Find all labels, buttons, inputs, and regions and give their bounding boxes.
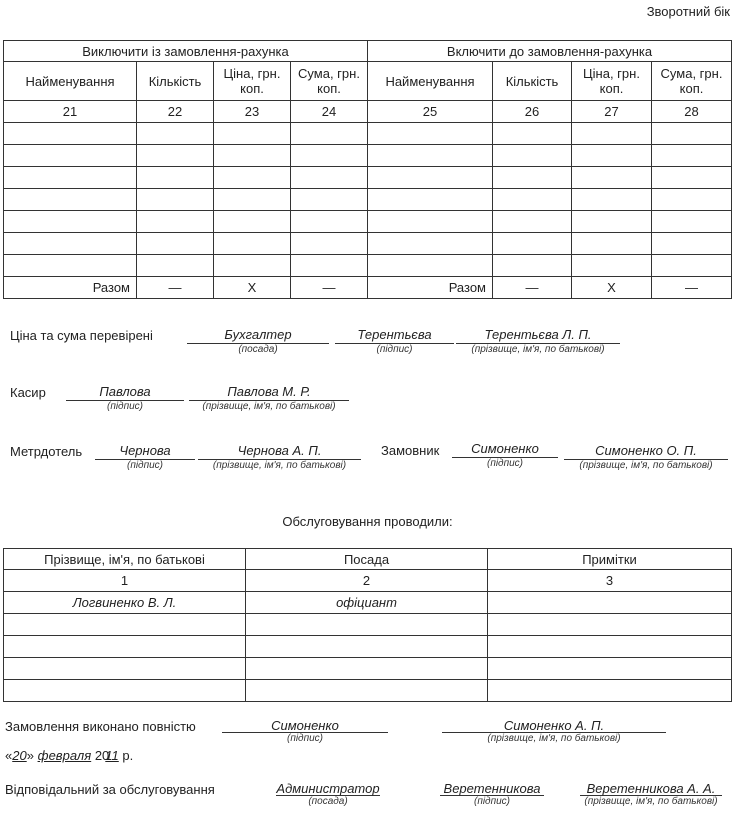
cashier-name-value: Павлова М. Р. — [227, 384, 311, 399]
exclude-header: Виключити із замовлення-рахунка — [4, 41, 368, 62]
column-number: 24 — [291, 101, 368, 123]
customer-signature-caption: (підпис) — [452, 457, 558, 470]
empty-cell — [137, 255, 214, 277]
cashier-signature-caption: (підпис) — [66, 400, 184, 413]
empty-cell — [368, 167, 493, 189]
empty-cell — [214, 189, 291, 211]
empty-cell — [652, 211, 732, 233]
verified-signature-field — [335, 327, 454, 356]
completed-signature-caption: (підпис) — [222, 732, 388, 745]
empty-cell — [291, 189, 368, 211]
responsible-label: Відповідальний за обслуговування — [5, 782, 215, 797]
empty-cell — [572, 145, 652, 167]
column-number: 1 — [4, 570, 246, 592]
completed-name-value: Симоненко А. П. — [503, 718, 605, 733]
cashier-name-field — [189, 384, 349, 413]
empty-cell — [488, 680, 732, 702]
verified-position-field — [187, 327, 329, 356]
column-header: Ціна, грн. коп. — [214, 62, 291, 101]
empty-cell — [137, 123, 214, 145]
column-number: 27 — [572, 101, 652, 123]
cashier-label: Касир — [10, 385, 46, 400]
customer-signature-value: Симоненко — [471, 441, 539, 456]
empty-cell — [137, 167, 214, 189]
empty-cell — [137, 145, 214, 167]
empty-cell — [214, 123, 291, 145]
date-year-prefix: 20 — [94, 748, 110, 763]
empty-cell — [214, 233, 291, 255]
empty-cell — [4, 255, 137, 277]
empty-cell — [291, 211, 368, 233]
verified-signature-caption: (підпис) — [335, 343, 454, 356]
column-number: 26 — [493, 101, 572, 123]
empty-cell — [137, 211, 214, 233]
empty-cell — [291, 167, 368, 189]
empty-cell — [652, 167, 732, 189]
empty-cell — [652, 145, 732, 167]
empty-cell — [4, 658, 246, 680]
completed-signature-value: Симоненко — [271, 718, 339, 733]
responsible-signature-field — [440, 782, 544, 808]
maitre-signature-caption: (підпис) — [95, 459, 195, 472]
column-number: 22 — [137, 101, 214, 123]
empty-cell — [4, 233, 137, 255]
empty-cell — [488, 636, 732, 658]
empty-cell — [368, 211, 493, 233]
empty-cell — [652, 123, 732, 145]
service-title: Обслуговування проводили: — [282, 514, 453, 529]
empty-cell — [652, 255, 732, 277]
verified-position-caption: (посада) — [187, 343, 329, 356]
empty-cell — [246, 680, 488, 702]
column-header: Сума, грн. коп. — [291, 62, 368, 101]
column-header: Прізвище, ім'я, по батькові — [4, 549, 246, 570]
empty-cell — [214, 255, 291, 277]
column-number: 28 — [652, 101, 732, 123]
empty-cell — [4, 123, 137, 145]
include-header: Включити до замовлення-рахунка — [368, 41, 732, 62]
empty-cell — [4, 680, 246, 702]
empty-cell — [368, 145, 493, 167]
empty-cell — [572, 123, 652, 145]
empty-cell — [368, 123, 493, 145]
column-header: Ціна, грн. коп. — [572, 62, 652, 101]
empty-cell — [4, 211, 137, 233]
empty-cell — [572, 211, 652, 233]
empty-cell — [291, 255, 368, 277]
customer-name-caption: (прізвище, ім'я, по батькові) — [564, 459, 728, 472]
verified-position-value: Бухгалтер — [224, 327, 292, 342]
verified-signature-value: Терентьєва — [357, 327, 432, 342]
verified-name-field — [456, 327, 620, 356]
empty-cell — [246, 658, 488, 680]
responsible-position-caption: (посада) — [276, 795, 380, 808]
completed-name-field — [442, 719, 666, 745]
empty-cell — [214, 145, 291, 167]
empty-cell — [291, 233, 368, 255]
customer-name-value: Симоненко О. П. — [595, 443, 697, 458]
empty-cell — [572, 189, 652, 211]
empty-cell — [493, 145, 572, 167]
total-cell: — — [652, 277, 732, 299]
cashier-signature-field — [66, 384, 184, 413]
column-number: 23 — [214, 101, 291, 123]
verified-name-value: Терентьєва Л. П. — [484, 327, 592, 342]
responsible-name-value: Веретенникова А. А. — [586, 781, 716, 796]
responsible-name-field — [580, 782, 722, 808]
empty-cell — [493, 123, 572, 145]
total-cell: — — [291, 277, 368, 299]
service-staff-table — [3, 548, 732, 702]
date-day: 20 — [12, 748, 27, 763]
maitre-label: Метрдотель — [10, 444, 83, 459]
empty-cell — [4, 636, 246, 658]
empty-cell — [214, 167, 291, 189]
empty-cell — [493, 233, 572, 255]
empty-cell — [572, 255, 652, 277]
column-number: 25 — [368, 101, 493, 123]
customer-name-field — [564, 443, 728, 472]
column-header: Посада — [246, 549, 488, 570]
order-changes-table — [3, 40, 732, 299]
column-header: Кількість — [137, 62, 214, 101]
cashier-name-caption: (прізвище, ім'я, по батькові) — [189, 400, 349, 413]
empty-cell — [488, 658, 732, 680]
responsible-signature-caption: (підпис) — [440, 795, 544, 808]
column-header: Найменування — [368, 62, 493, 101]
empty-cell — [493, 189, 572, 211]
empty-cell — [493, 211, 572, 233]
empty-cell — [652, 189, 732, 211]
maitre-name-caption: (прізвище, ім'я, по батькові) — [198, 459, 361, 472]
responsible-position-field — [276, 782, 380, 808]
column-header: Кількість — [493, 62, 572, 101]
column-header: Примітки — [488, 549, 732, 570]
empty-cell — [368, 189, 493, 211]
empty-cell — [137, 189, 214, 211]
column-header: Найменування — [4, 62, 137, 101]
total-cell: Х — [572, 277, 652, 299]
column-number: 21 — [4, 101, 137, 123]
empty-cell — [572, 233, 652, 255]
empty-cell — [291, 123, 368, 145]
empty-cell — [4, 145, 137, 167]
column-number: 3 — [488, 570, 732, 592]
verified-name-caption: (прізвище, ім'я, по батькові) — [456, 343, 620, 356]
date-open-quote: « — [5, 748, 13, 763]
column-header: Сума, грн. коп. — [652, 62, 732, 101]
date-year-suffix: 11 — [105, 748, 119, 763]
empty-cell — [368, 233, 493, 255]
empty-cell — [493, 255, 572, 277]
total-cell: Х — [214, 277, 291, 299]
empty-cell — [368, 255, 493, 277]
cashier-signature-value: Павлова — [99, 384, 151, 399]
completed-signature-field — [222, 719, 388, 745]
date-line — [5, 748, 133, 763]
empty-cell — [4, 189, 137, 211]
reverse-side-label: Зворотний бік — [646, 4, 730, 19]
empty-cell — [488, 614, 732, 636]
total-cell: — — [493, 277, 572, 299]
completed-name-caption: (прізвище, ім'я, по батькові) — [442, 732, 666, 745]
responsible-position-value: Администратор — [276, 781, 380, 796]
maitre-name-field — [198, 443, 361, 472]
table-cell — [488, 592, 732, 614]
date-year-word: р. — [122, 748, 134, 763]
date-month: февраля — [37, 748, 92, 763]
date-close-quote: » — [26, 748, 34, 763]
empty-cell — [246, 636, 488, 658]
empty-cell — [4, 167, 137, 189]
maitre-signature-field — [95, 443, 195, 472]
verified-label: Ціна та сума перевірені — [10, 328, 153, 343]
total-cell: — — [137, 277, 214, 299]
table-cell: Логвиненко В. Л. — [4, 592, 246, 614]
maitre-signature-value: Чернова — [119, 443, 171, 458]
empty-cell — [572, 167, 652, 189]
responsible-name-caption: (прізвище, ім'я, по батькові) — [580, 795, 722, 808]
empty-cell — [137, 233, 214, 255]
empty-cell — [214, 211, 291, 233]
empty-cell — [652, 233, 732, 255]
empty-cell — [291, 145, 368, 167]
responsible-signature-value: Веретенникова — [443, 781, 541, 796]
column-number: 2 — [246, 570, 488, 592]
table-cell: офіциант — [246, 592, 488, 614]
completed-label: Замовлення виконано повністю — [5, 719, 196, 734]
maitre-name-value: Чернова А. П. — [237, 443, 322, 458]
customer-label: Замовник — [381, 443, 440, 458]
empty-cell — [493, 167, 572, 189]
empty-cell — [246, 614, 488, 636]
empty-cell — [4, 614, 246, 636]
customer-signature-field — [452, 441, 558, 470]
total-cell: Разом — [4, 277, 137, 299]
total-cell: Разом — [368, 277, 493, 299]
